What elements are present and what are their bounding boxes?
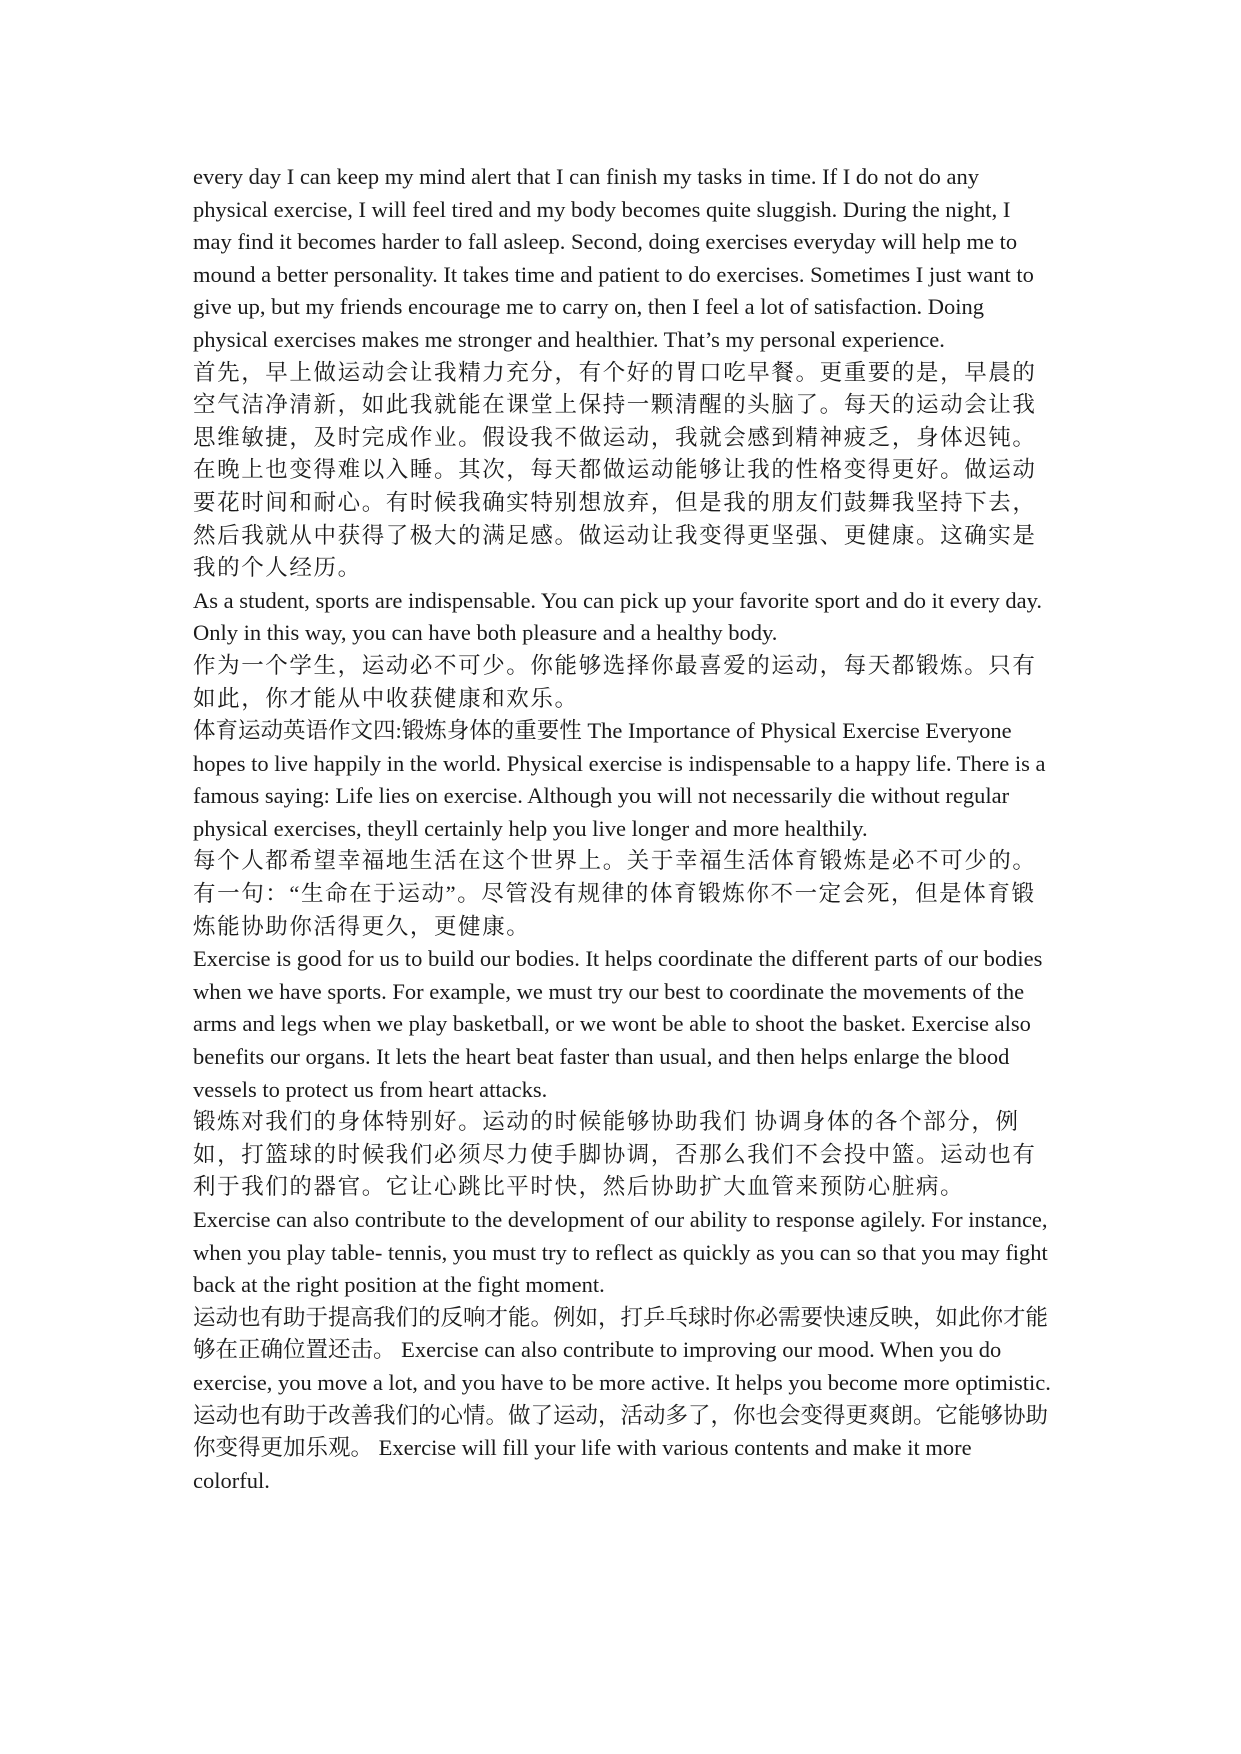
paragraph-zh-2: 作为一个学生，运动必不可少。你能够选择你最喜爱的运动，每天都锻炼。只有如此，你才能从中收获健康和欢乐。 [193,652,1037,711]
paragraph-zh-1: 首先，早上做运动会让我精力充分，有个好的胃口吃早餐。更重要的是，早晨的空气洁净清新，如此我就能在课堂上保持一颗清醒的头脑了。每天的运动会让我思维敏捷，及时完成作业。假设我不做运动，我就会感到精神疲乏，身体迟钝。在晚上也变得难以入睡。其次，每天都做运动能够让我的性格变得更好。做运动要花时间和耐心。有时候我确实特别想放弃，但是我的朋友们鼓舞我坚持下去，然后我就从中获得了极大的满足感。做运动让我变得更坚强、更健康。这确实是我的个人经历。 [193,359,1037,581]
paragraph-en-4: Exercise can also contribute to the development of our ability to response agilely. For instance, when you play table- tennis, you must try to reflect as quickly as you can so that you may fight back at the right position at the fight moment. [193,1207,1048,1298]
paragraph-essay-title: 体育运动英语作文四:锻炼身体的重要性 The Importance of Physical Exercise Everyone hopes to live happily in the world. Physical exercise is indispensable to a happy life. There is a famous saying: Life lies on exercise. Although you will not necessarily die without regular physical exercises, theyll certainly help you live longer and more healthily. [193,718,1046,841]
paragraph-en-1: every day I can keep my mind alert that I can finish my tasks in time. If I do not do any physical exercise, I will feel tired and my body becomes quite sluggish. During the night, I may find it becomes harder to fall asleep. Second, doing exercises everyday will help me to mound a better personality. It takes time and patient to do exercises. Sometimes I just want to give up, but my friends encourage me to carry on, then I feel a lot of satisfaction. Doing physical exercises makes me stronger and healthier. That’s my personal experience. [193,164,1034,352]
paragraph-mixed-2: 运动也有助于改善我们的心情。做了运动，活动多了，你也会变得更爽朗。它能够协助你变得更加乐观。 Exercise will fill your life with various contents and make it more colorful. [193,1402,1049,1493]
paragraph-en-3: Exercise is good for us to build our bodies. It helps coordinate the different parts of our bodies when we have sports. For example, we must try our best to coordinate the movements of the arms and legs when we play basketball, or we wont be able to shoot the basket. Exercise also benefits our organs. It lets the heart beat faster than usual, and then helps enlarge the blood vessels to protect us from heart attacks. [193,946,1043,1102]
paragraph-zh-3: 每个人都希望幸福地生活在这个世界上。关于幸福生活体育锻炼是必不可少的。有一句：“生命在于运动”。尽管没有规律的体育锻炼你不一定会死，但是体育锻炼能协助你活得更久，更健康。 [193,848,1037,939]
paragraph-zh-4: 锻炼对我们的身体特别好。运动的时候能够协助我们 协调身体的各个部分，例如，打篮球的时候我们必须尽力使手脚协调，否那么我们不会投中篮。运动也有利于我们的器官。它让心跳比平时快，然后协助扩大血管来预防心脏病。 [193,1109,1037,1200]
document-body [193,161,1053,1497]
paragraph-en-2: As a student, sports are indispensable. You can pick up your favorite sport and do it every day. Only in this way, you can have both pleasure and a healthy body. [193,587,1042,646]
paragraph-mixed-1: 运动也有助于提高我们的反响才能。例如，打乒乓球时你必需要快速反映，如此你才能够在正确位置还击。 Exercise can also contribute to improving our mood. When you do exercise, you move a lot, and you have to be more active. It helps you become more optimistic. [193,1304,1051,1395]
